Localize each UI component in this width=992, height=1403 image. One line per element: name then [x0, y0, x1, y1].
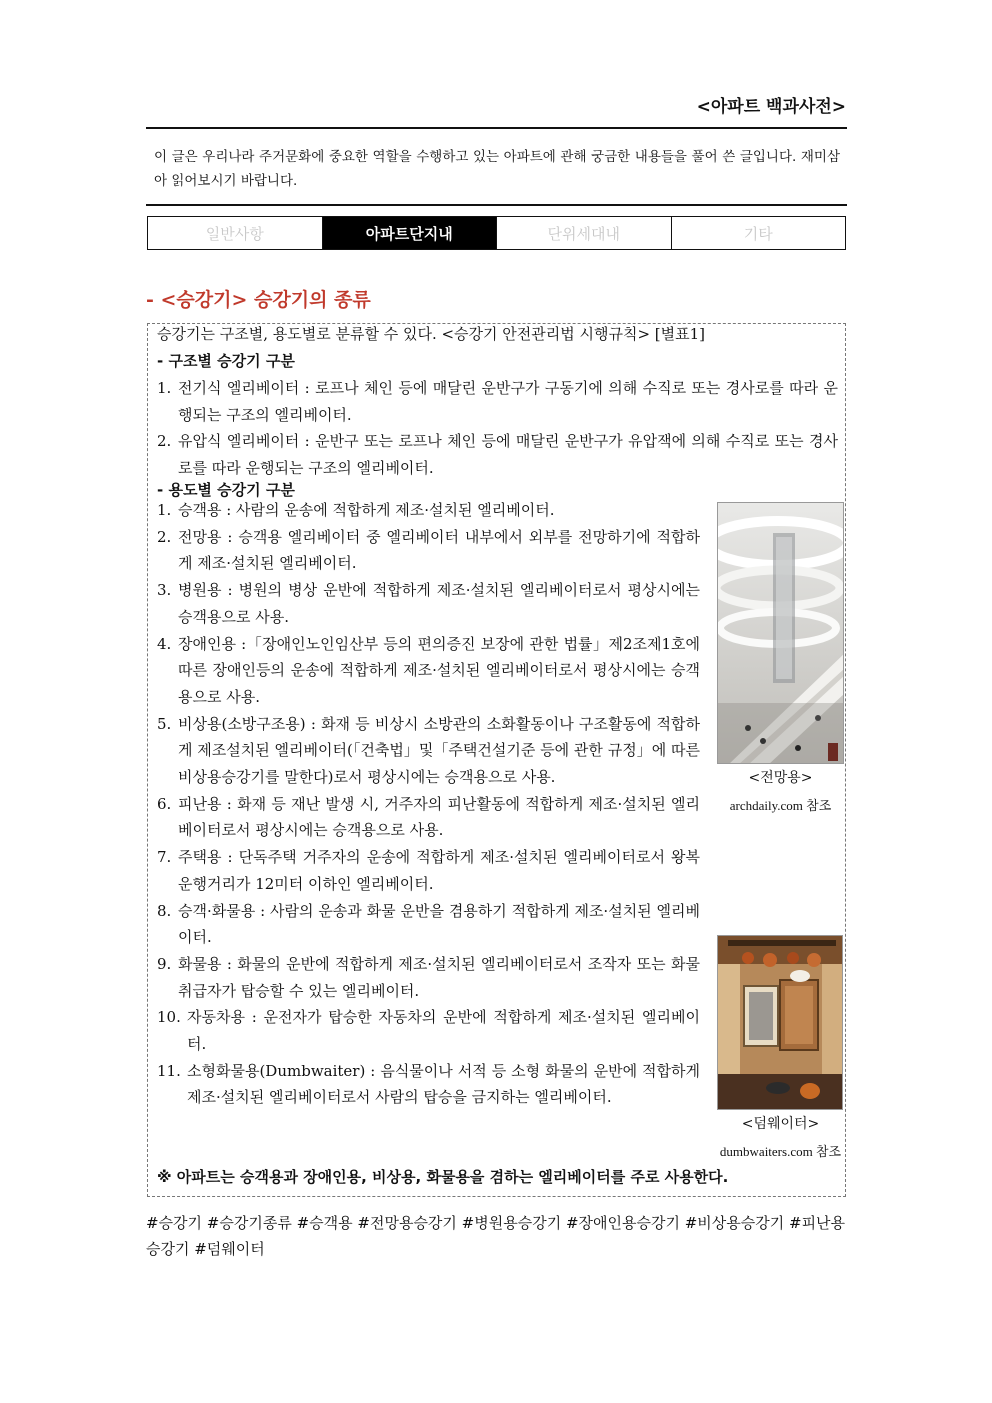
header-divider — [146, 127, 847, 129]
panoramic-elevator-photo — [717, 502, 844, 764]
hashtags: #승강기 #승강기종류 #승객용 #전망용승강기 #병원용승강기 #장애인용승강기 #비상용승강기 #피난용승강기 #덤웨이터 — [146, 1214, 846, 1258]
structure-heading: - 구조별 승강기 구분 — [157, 352, 295, 370]
list-item: 1. 전기식 엘리베이터 : 로프나 체인 등에 매달린 운반구가 구동기에 의해 수직로 또는 경사로를 따라 운행되는 구조의 엘리베이터. — [157, 379, 838, 424]
list-item: 9. 화물용 : 화물의 운반에 적합하게 제조·설치된 엘리베이터로서 조작자 또는 화물취급자가 탑승할 수 있는 엘리베이터. — [157, 954, 700, 1000]
dumbwaiter-photo — [717, 935, 843, 1110]
list-item: 8. 승객·화물용 : 사람의 운송과 화물 운반을 겸용하기 적합하게 제조·설치된 엘리베이터. — [157, 901, 700, 947]
figure-credit: dumbwaiters.com 참조 — [719, 1144, 842, 1159]
tab-general[interactable]: 일반사항 — [148, 217, 323, 249]
figure-caption: <전망용> — [748, 770, 813, 786]
usage-heading: - 용도별 승강기 구분 — [157, 481, 295, 499]
tab-etc[interactable]: 기타 — [743, 224, 773, 243]
list-item: 3. 병원용 : 병원의 병상 운반에 적합하게 제조·설치된 엘리베이터로서 평상시에는 승객용으로 사용. — [157, 581, 700, 626]
list-item: 5. 비상용(소방구조용) : 화재 등 비상시 소방관의 소화활동이나 구조활동에 적합하게 제조설치된 엘리베이터(「건축법」및「주택건설기준 등에 관한 규정」에 따른 비상용승강기를 말한다)로서 평상시에는 승객용으로 사용. — [157, 714, 700, 787]
summary-note: ※ 아파트는 승객용과 장애인용, 비상용, 화물용을 겸하는 엘리베이터를 주로 사용한다. — [157, 1168, 729, 1186]
list-item: 7. 주택용 : 단독주택 거주자의 운송에 적합하게 제조·설치된 엘리베이터로서 왕복 운행거리가 12미터 이하인 엘리베이터. — [157, 848, 700, 893]
intro-text: 이 글은 우리나라 주거문화에 중요한 역할을 수행하고 있는 아파트에 관해 궁금한 내용들을 풀어 쓴 글입니다. 재미삼아 읽어보시기 바랍니다. — [154, 149, 840, 189]
list-item: 4. 장애인용 :「장애인노인임산부 등의 편의증진 보장에 관한 법률」제2조제1호에 따른 장애인등의 운송에 적합하게 제조·설치된 엘리베이터로서 평상시에는 승객용으로 사용. — [157, 634, 700, 706]
tab-complex[interactable]: 아파트단지내 — [323, 217, 498, 249]
list-item: 2. 전망용 : 승객용 엘리베이터 중 엘리베이터 내부에서 외부를 전망하기에 적합하게 제조·설치된 엘리베이터. — [157, 527, 700, 573]
lead-text: 승강기는 구조별, 용도별로 분류할 수 있다. <승강기 안전관리법 시행규칙> [별표1] — [157, 325, 706, 343]
category-tabs — [147, 216, 846, 250]
section-title: - <승강기> 승강기의 종류 — [146, 289, 371, 311]
list-item: 10. 자동차용 : 운전자가 탑승한 자동차의 운반에 적합하게 제조·설치된 엘리베이터. — [157, 1008, 700, 1054]
list-item: 1. 승객용 : 사람의 운송에 적합하게 제조·설치된 엘리베이터. — [157, 501, 555, 519]
structure-list — [157, 375, 838, 482]
tab-unit[interactable]: 단위세대내 — [497, 217, 672, 249]
usage-list-a — [157, 497, 700, 1111]
list-item: 6. 피난용 : 화재 등 재난 발생 시, 거주자의 피난활동에 적합하게 제조·설치된 엘리베이터로서 평상시에는 승객용으로 사용. — [157, 794, 700, 840]
page-header-title: <아파트 백과사전> — [696, 97, 846, 117]
figure-credit: archdaily.com 참조 — [729, 798, 832, 813]
list-item: 11. 소형화물용(Dumbwaiter) : 음식물이나 서적 등 소형 화물의 운반에 적합하게 제조·설치된 엘리베이터로서 사람의 탑승을 금지하는 엘리베이터. — [157, 1061, 700, 1107]
figure-caption: <덤웨이터> — [741, 1116, 820, 1132]
intro-divider — [146, 204, 847, 206]
list-item: 2. 유압식 엘리베이터 : 운반구 또는 로프나 체인 등에 매달린 운반구가 유압잭에 의해 수직로 또는 경사로를 따라 운행되는 구조의 엘리베이터. — [157, 432, 838, 478]
